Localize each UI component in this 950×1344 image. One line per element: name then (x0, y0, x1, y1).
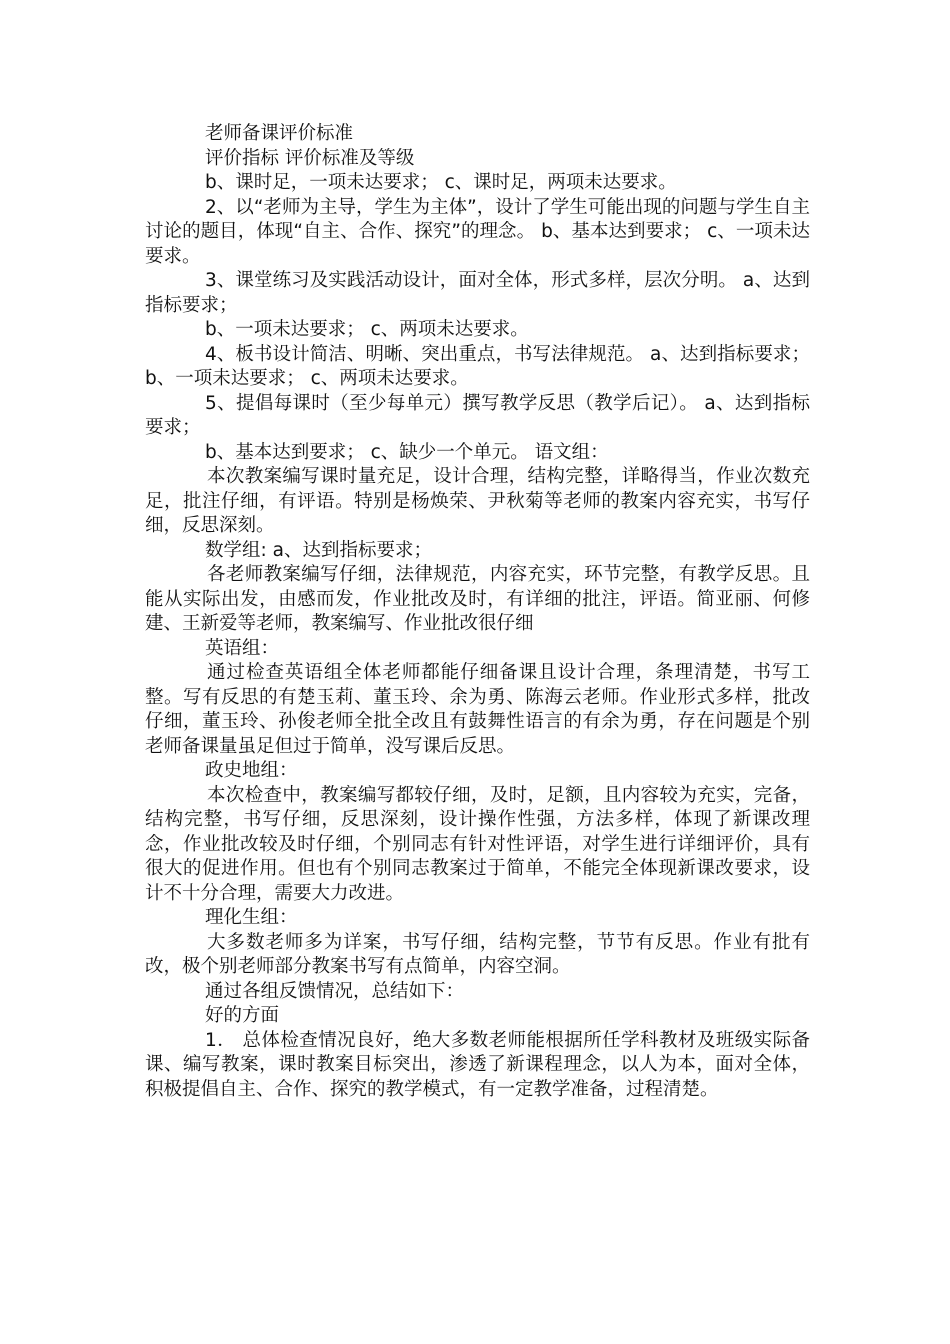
paragraph: b、基本达到要求； c、缺少一个单元。 语文组： (205, 441, 609, 463)
paragraph: b、一项未达要求； c、两项未达要求。 (205, 319, 529, 340)
paragraph: 通过检查英语组全体老师都能仔细备课且设计合理，条理清楚，书写工整。写有反思的有楚玉莉、董玉玲、余为勇、陈海云老师。作业形式多样，批改仔细，董玉玲、孙俊老师全批全改且有鼓舞性语言的有余为勇，存在问题是个别老师备课量虽足但过于简单，没写课后反思。 (145, 662, 810, 757)
section-heading: 理化生组： (205, 907, 298, 928)
section-heading: 政史地组： (205, 760, 298, 781)
paragraph: 4、板书设计简洁、明晰、突出重点，书写法律规范。 a、达到指标要求； b、一项未达要求； c、两项未达要求。 (145, 343, 810, 389)
document-title: 老师备课评价标准 (205, 123, 354, 144)
paragraph: 5、提倡每课时（至少每单元）撰写教学反思（教学后记）。 a、达到指标要求； (145, 392, 810, 438)
paragraph: 本次检查中，教案编写都较仔细，及时，足额，且内容较为充实，完备，结构完整，书写仔细，反思深刻，设计操作性强，方法多样，体现了新课改理念，作业批改较及时仔细，个别同志有针对性评语，对学生进行详细评价，具有很大的促进作用。但也有个别同志教案过于简单，不能完全体现新课改要求，设计不十分合理，需要大力改进。 (145, 784, 810, 904)
paragraph: 大多数老师多为详案，书写仔细，结构完整，节节有反思。作业有批有改，极个别老师部分教案书写有点简单，内容空洞。 (145, 931, 810, 977)
paragraph: 3、课堂练习及实践活动设计，面对全体，形式多样，层次分明。 a、达到指标要求； (145, 270, 810, 316)
section-heading: 评价指标 评价标准及等级 (205, 147, 415, 169)
paragraph: 通过各组反馈情况，总结如下： (205, 980, 465, 1002)
paragraph: 各老师教案编写仔细，法律规范，内容充实，环节完整，有教学反思。且能从实际出发，由感而发，作业批改及时，有详细的批注，评语。简亚丽、何修建、王新爱等老师，教案编写、作业批改很仔细 (145, 564, 810, 634)
section-heading: 好的方面 (205, 1005, 280, 1026)
paragraph: 1． 总体检查情况良好，绝大多数老师能根据所任学科教材及班级实际备课、编写教案，课时教案目标突出，渗透了新课程理念，以人为本，面对全体，积极提倡自主、合作、探究的教学模式，有一定教学准备，过程清楚。 (145, 1029, 810, 1100)
paragraph: 2、以“老师为主导，学生为主体”，设计了学生可能出现的问题与学生自主讨论的题目，体现“自主、合作、探究”的理念。 b、基本达到要求； c、一项未达要求。 (145, 196, 810, 267)
paragraph: 本次教案编写课时量充足，设计合理，结构完整，详略得当，作业次数充足，批注仔细，有评语。特别是杨焕荣、尹秋菊等老师的教案内容充实，书写仔细，反思深刻。 (145, 466, 810, 536)
section-heading: 英语组： (205, 637, 280, 659)
document-body (145, 122, 810, 1102)
paragraph: b、课时足，一项未达要求； c、课时足，两项未达要求。 (205, 172, 677, 193)
section-heading: 数学组: a、达到指标要求； (205, 539, 432, 561)
